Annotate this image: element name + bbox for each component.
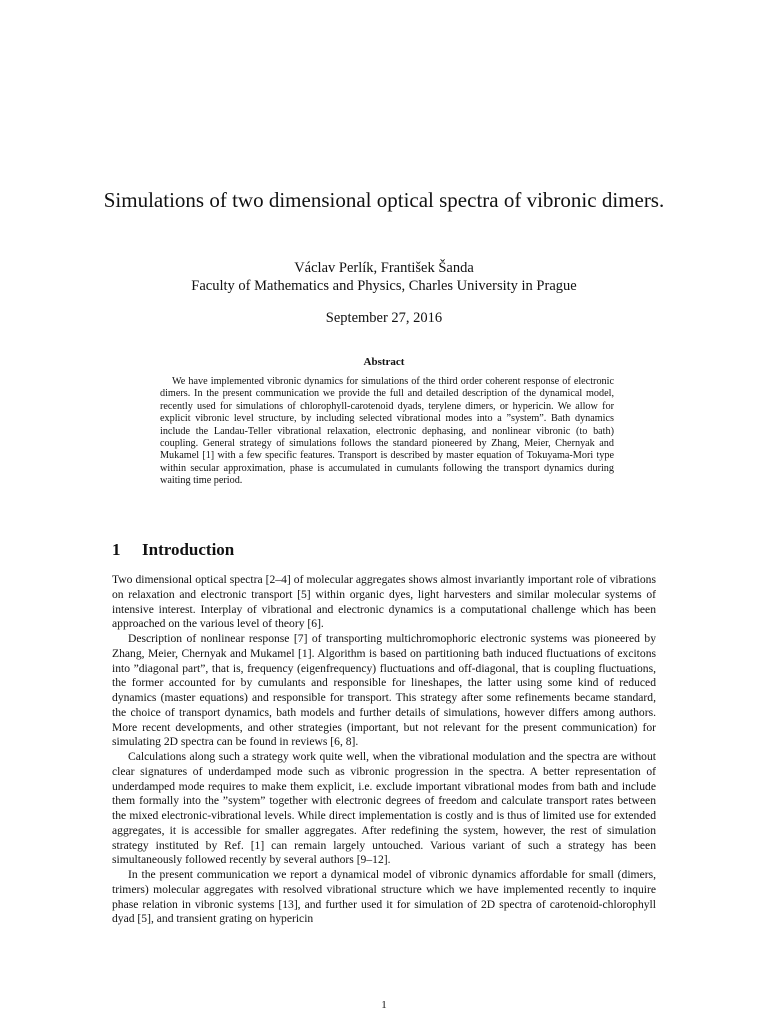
paper-authors: Václav Perlík, František Šanda <box>294 260 474 276</box>
page-number: 1 <box>381 999 387 1011</box>
paper-affiliation: Faculty of Mathematics and Physics, Charles University in Prague <box>191 278 577 294</box>
section-heading <box>112 540 656 560</box>
abstract-heading: Abstract <box>363 356 405 368</box>
abstract-text: We have implemented vibronic dynamics for simulations of the third order coherent response of electronic dimers. In the present communication we provide the full and detailed description of the dynamical model, recently used for simulations of chlorophyll-carotenoid dyads, terylene dimers, or hypericin. We allow for explicit vibronic level structure, by including selected vibrational modes into a ”system”. Bath dynamics include the Landau-Teller vibrational relaxation, electronic dephasing, and nonlinear vibronic (to bath) coupling. General strategy of simulations follows the standard pioneered by Zhang, Meier, Chernyak and Mukamel [1] with a few specific features. Transport is described by master equation of Tokuyama-Mori type within secular approximation, phase is accumulated in cumulants following the transport dynamics during waiting time period. <box>160 376 614 487</box>
section-number: 1 <box>112 540 121 559</box>
paragraph: Two dimensional optical spectra [2–4] of molecular aggregates shows almost invariantly important role of vibrations on relaxation and electronic transport [5] within organic dyes, light harvesters and similar molecular systems of intensive interest. Interplay of vibrational and electronic dynamics is a computational challenge which has been approached on the various level of theory [6]. <box>112 573 656 631</box>
paper-date: September 27, 2016 <box>325 310 443 326</box>
paragraph: In the present communication we report a dynamical model of vibronic dynamics affordable for small (dimers, trimers) molecular aggregates with resolved vibrational structure which we have implemented recently to inquire phase relation in vibronic systems [13], and further used it for simulation of 2D spectra of carotenoid-chlorophyll dyad [5], and transient grating on hypericin <box>112 868 656 926</box>
paragraph: Description of nonlinear response [7] of transporting multichromophoric electronic systems was pioneered by Zhang, Meier, Chernyak and Mukamel [1]. Algorithm is based on partitioning bath induced fluctuations of excitons into ”diagonal part”, that is, frequency (eigenfrequency) fluctuations and off-diagonal, that is coupling fluctuations, the former accounted for by cumulants and responsible for lineshapes, the latter using some kind of reduced dynamics (master equations) and responsible for transport. This strategy after some refinements became standard, the choice of transport dynamics, bath models and further details of simulations, however differs among authors. More recent developments, and other strategies (important, but not relevant for the present communication) for simulating 2D spectra can be found in reviews [6, 8]. <box>112 632 656 749</box>
section-body <box>112 573 656 927</box>
section-title: Introduction <box>142 540 235 559</box>
paragraph: Calculations along such a strategy work quite well, when the vibrational modulation and the spectra are without clear signatures of underdamped mode such as vibronic progression in the spectra. A better representation of underdamped mode requires to make them explicit, i.e. exclude important vibrational modes from bath and include them formally into the ”system” together with electronic degrees of freedom and calculate transport rates between the mixed electronic-vibrational levels. While direct implementation is costly and is thus of limited use for extended aggregates, it is accessible for smaller aggregates. After redefining the system, however, the rest of simulation strategy instituted by Ref. [1] can remain largely untouched. Various variant of such a strategy has been simultaneously followed recently by several authors [9–12]. <box>112 750 656 867</box>
paper-title: Simulations of two dimensional optical spectra of vibronic dimers. <box>103 188 665 212</box>
